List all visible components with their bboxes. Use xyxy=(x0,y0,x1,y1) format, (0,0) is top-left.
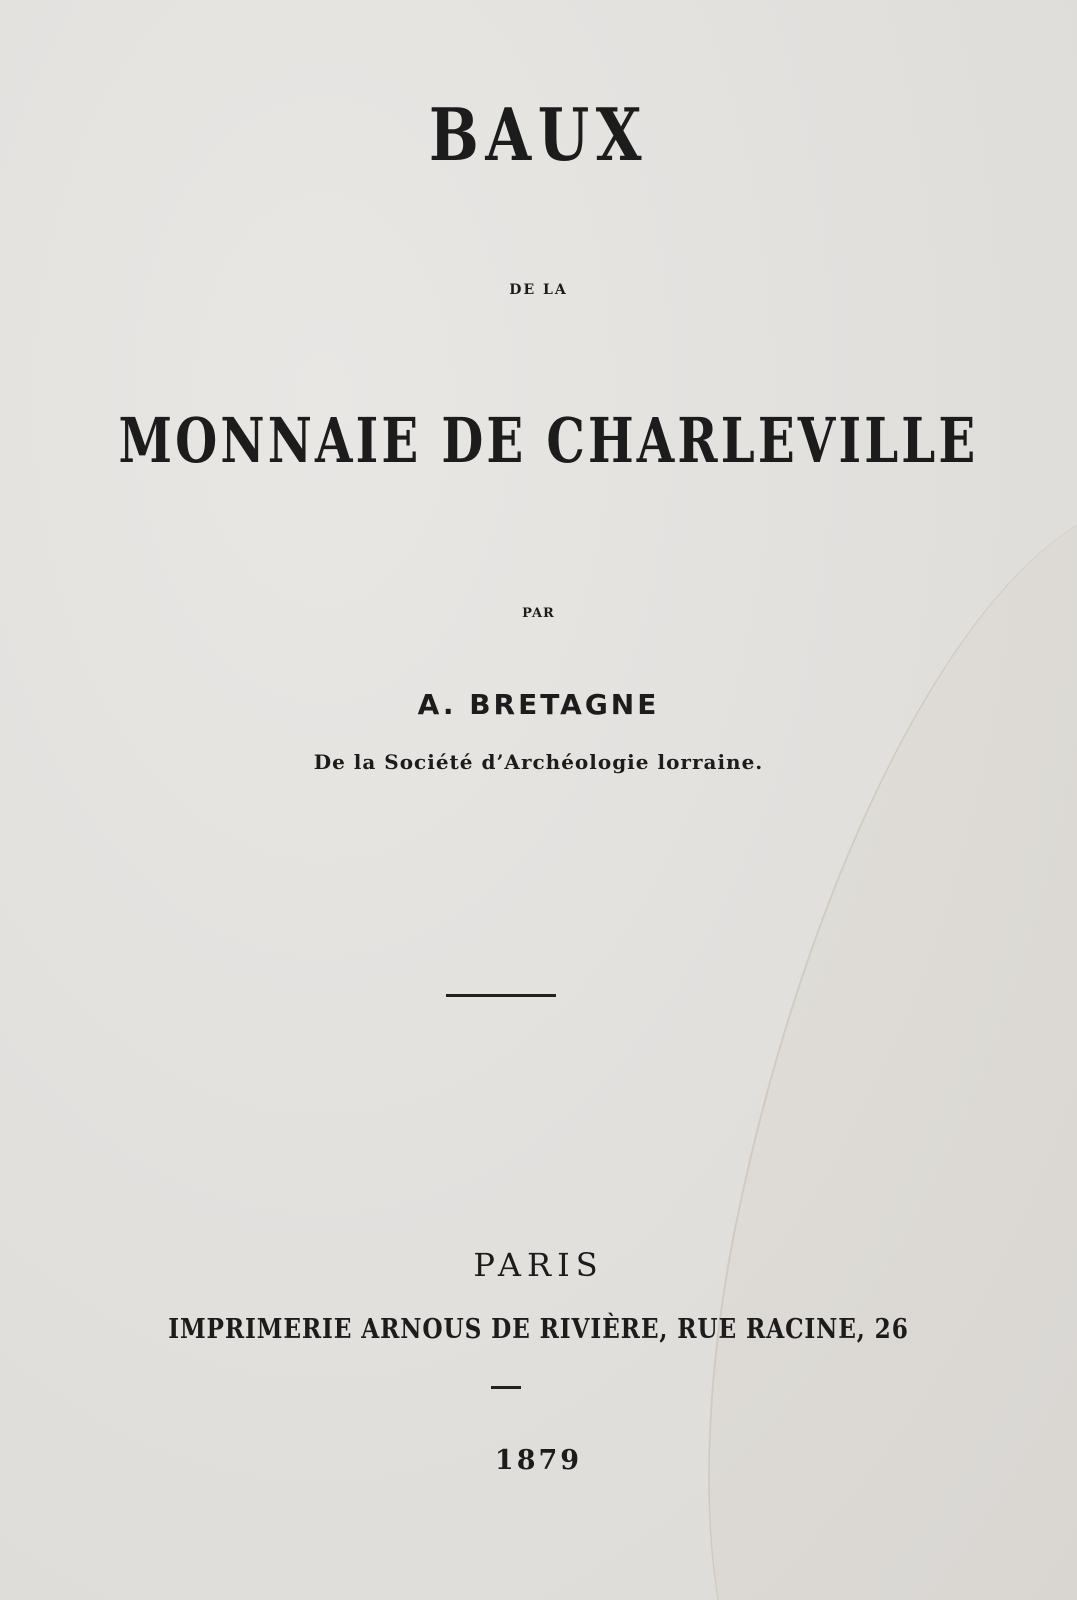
title-connector: DE LA xyxy=(509,282,568,298)
publication-year: 1879 xyxy=(494,1445,583,1476)
book-subtitle: MONNAIE DE CHARLEVILLE xyxy=(118,404,979,477)
printer-imprint: IMPRIMERIE ARNOUS DE RIVIÈRE, RUE RACINE, 26 xyxy=(168,1314,909,1345)
by-label: PAR xyxy=(522,606,555,621)
author-name: A. BRETAGNE xyxy=(417,688,660,721)
book-title: BAUX xyxy=(428,92,649,177)
short-divider-rule xyxy=(491,1386,521,1389)
divider-rule xyxy=(446,994,556,997)
publication-city: PARIS xyxy=(473,1246,604,1284)
author-affiliation: De la Société d’Archéologie lorraine. xyxy=(313,750,764,774)
